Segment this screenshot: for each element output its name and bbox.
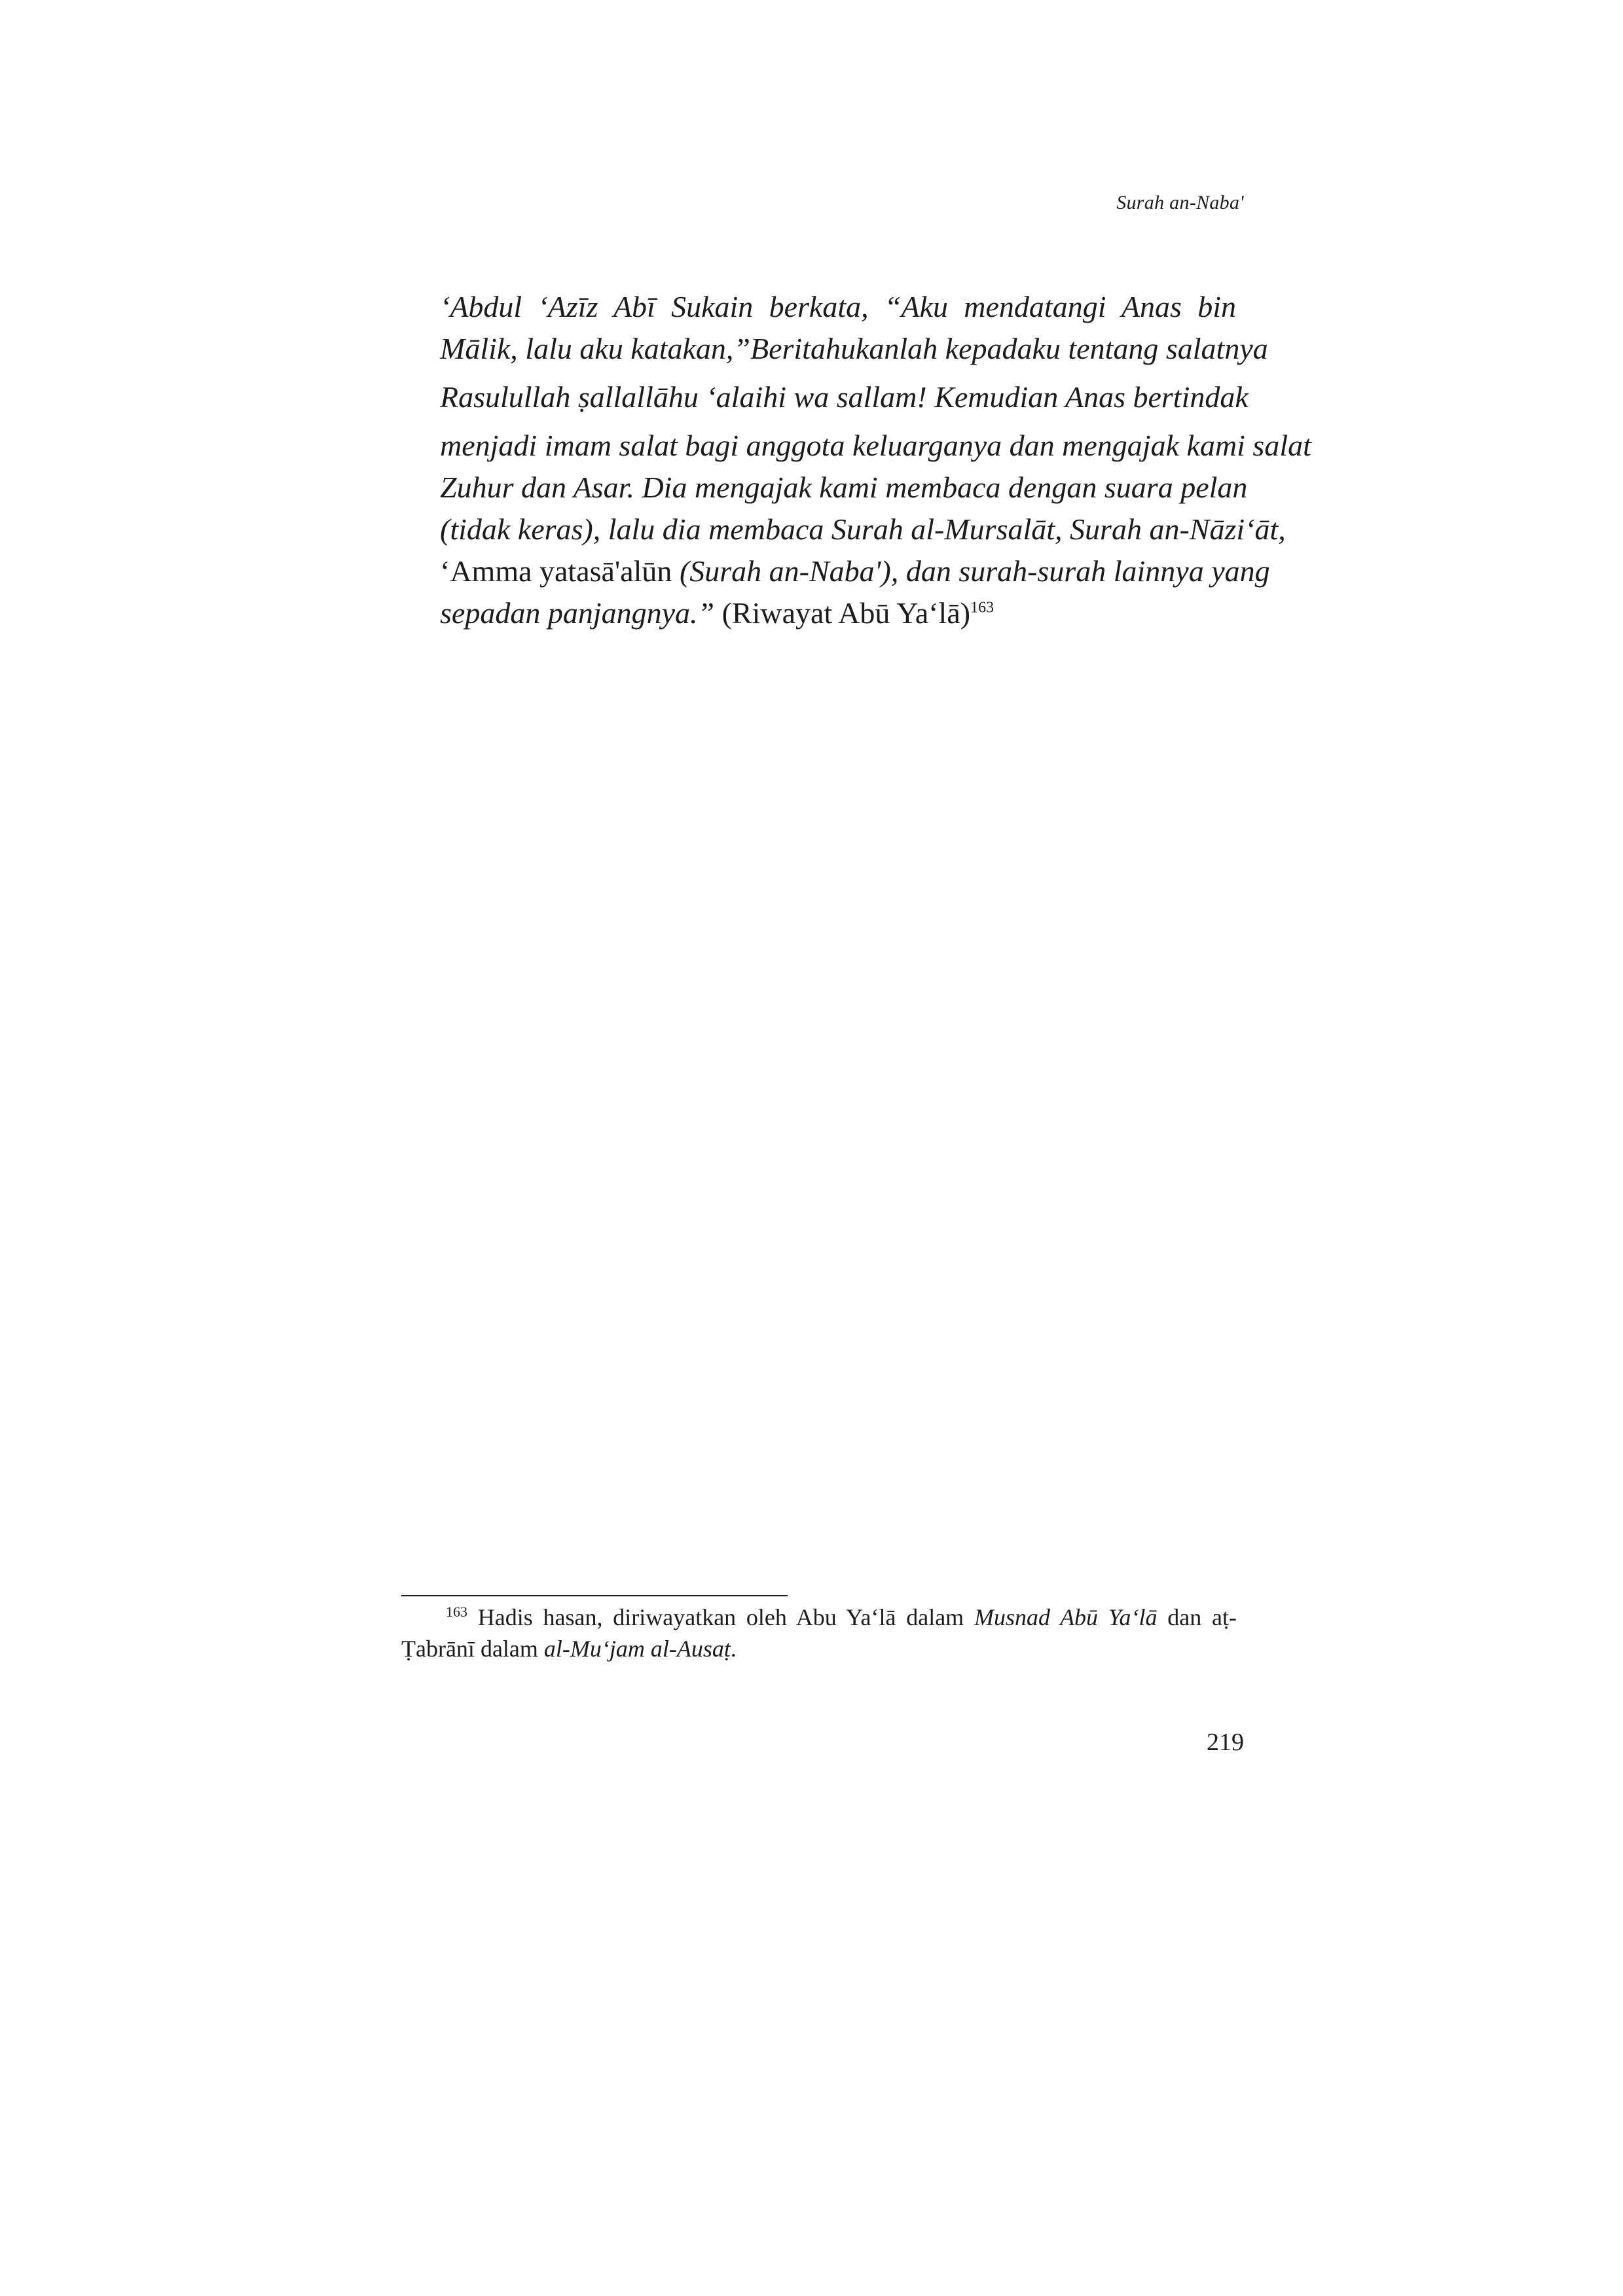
footnote-text-2: dan aṭ- [1157,1604,1237,1630]
narration-source: (Riwayat Abū Ya‘lā) [714,596,971,630]
footnote-divider [401,1595,788,1596]
body-line-5: Zuhur dan Asar. Dia mengajak kami membaca dengan suara pelan [440,471,1248,504]
footnote-line-2 [401,1633,1237,1664]
hadith-paragraph [440,286,1311,634]
footnote-text-3: Ṭabrānī dalam [401,1636,544,1662]
footnote-line-1 [401,1602,1237,1633]
surah-name-roman: ‘Amma yatasā'alūn [440,554,672,588]
body-line-7 [440,550,1270,592]
body-line-6: (tidak keras), lalu dia membaca Surah al-Mursalāt, Surah an-Nāzi‘āt, [440,512,1286,546]
footnote-text-1: Hadis hasan, diriwayatkan oleh Abu Ya‘lā dalam [467,1604,974,1630]
footnote-text-4: . [730,1636,737,1662]
footnote-book-title-1: Musnad Abū Ya‘lā [974,1604,1158,1630]
footnote-number: 163 [446,1604,467,1620]
running-header: Surah an-Naba' [1116,192,1244,213]
page-number: 219 [1207,1729,1244,1756]
body-line-3: Rasulullah ṣallallāhu ‘alaihi wa sallam! Kemudian Anas bertindak [440,380,1249,414]
body-line-8 [440,592,1236,634]
body-line-7-italic: (Surah an-Naba'), dan surah-surah lainnya yang [672,554,1270,588]
body-line-8-italic: sepadan panjangnya.” [440,596,715,630]
body-line-2: Mālik, lalu aku katakan,”Beritahukanlah kepadaku tentang salatnya [440,332,1268,365]
body-line-1: ‘Abdul ‘Azīz Abī Sukain berkata, “Aku mendatangi Anas bin [440,290,1236,323]
footnote-book-title-2: al-Mu‘jam al-Ausaṭ [543,1636,731,1662]
footnote [401,1602,1237,1664]
body-line-4: menjadi imam salat bagi anggota keluarganya dan mengajak kami salat [440,429,1311,462]
footnote-reference[interactable]: 163 [970,599,994,617]
